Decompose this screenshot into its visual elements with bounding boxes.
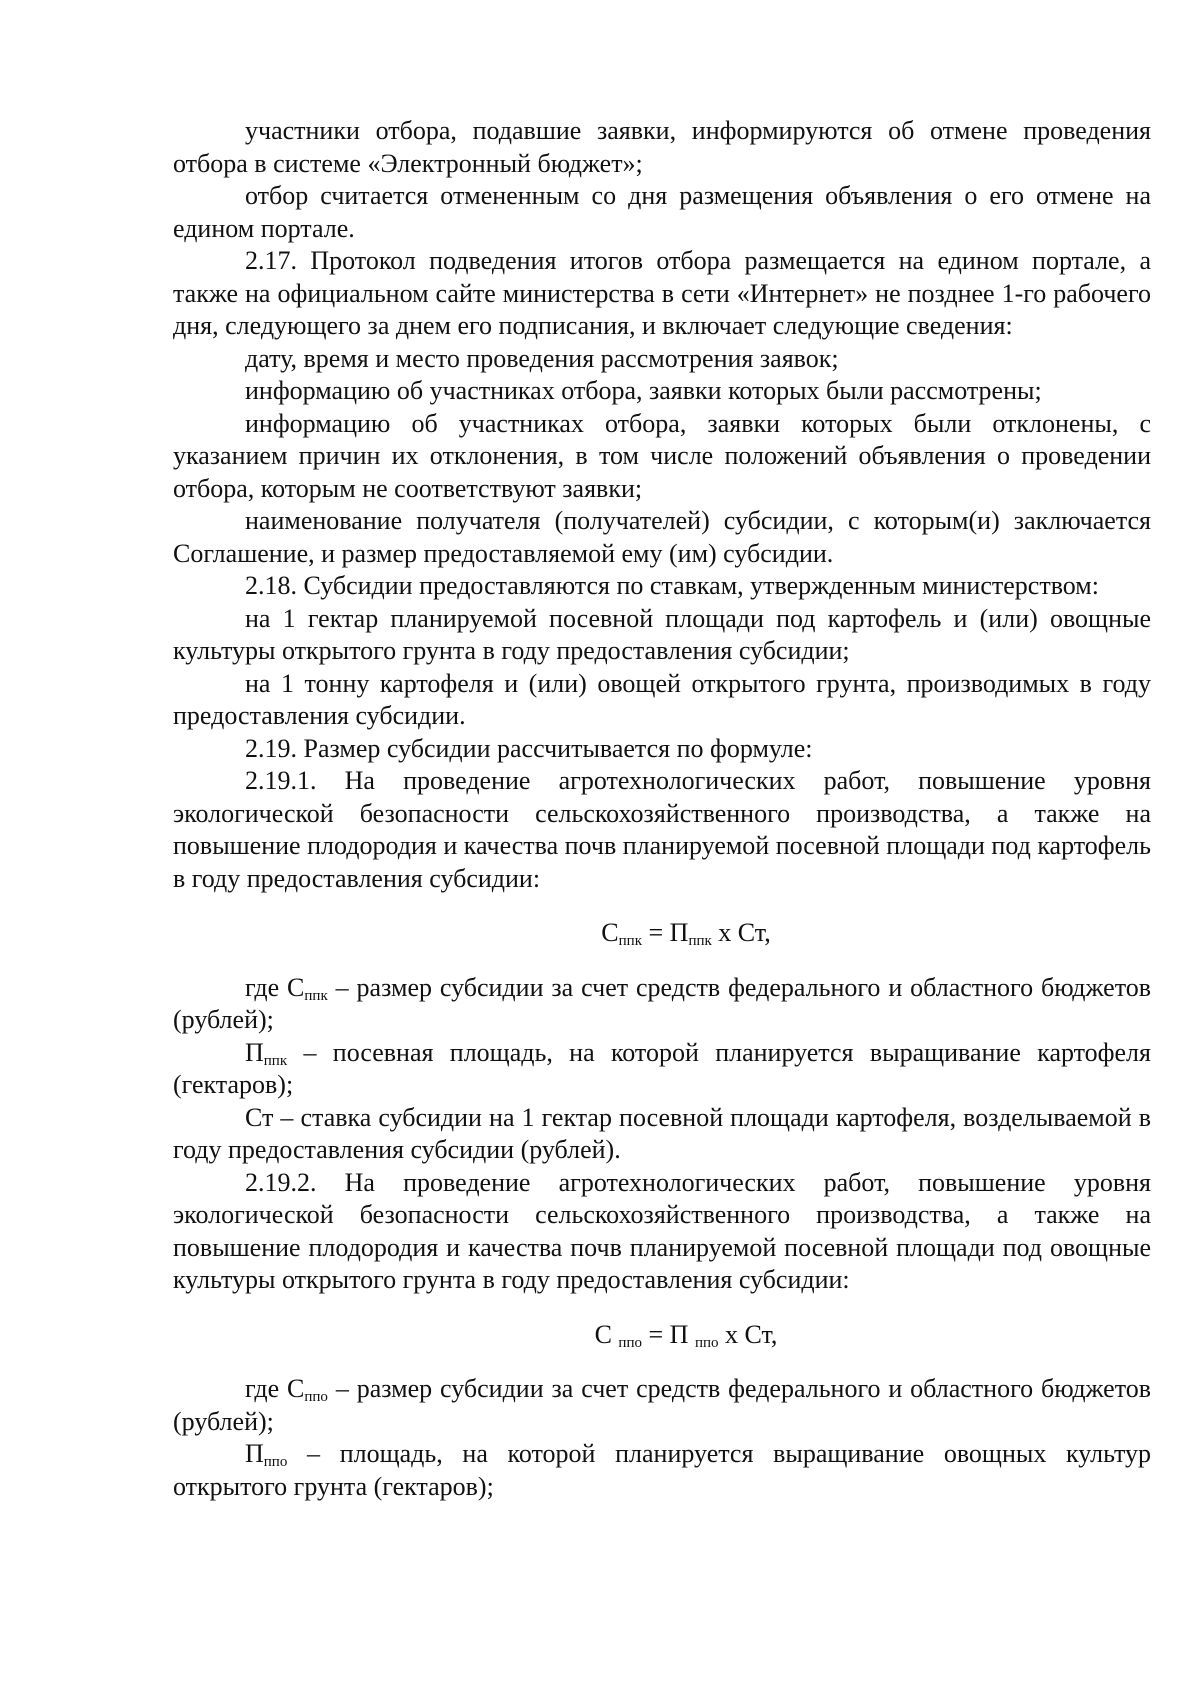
text-fragment: – размер субсидии за счет средств федерального и областного бюджетов (рублей); — [173, 1374, 1152, 1436]
paragraph: 2.17. Протокол подведения итогов отбора размещается на едином портале, а также на официальном сайте министерства в сети «Интернет» не позднее 1-го рабочего дня, следующего за днем его подписания, и включает следующие сведения: — [173, 246, 1151, 340]
paragraph — [173, 1438, 1151, 1503]
document-body — [173, 115, 1151, 1503]
text-fragment: – размер субсидии за счет средств федерального и областного бюджетов (рублей); — [173, 972, 1151, 1034]
paragraph: Ст – ставка субсидии на 1 гектар посевной площади картофеля, возделываемой в году предоставления субсидии (рублей). — [173, 1102, 1151, 1164]
paragraph: информацию об участниках отбора, заявки которых были рассмотрены; — [245, 376, 1042, 405]
paragraph: 2.18. Субсидии предоставляются по ставкам, утвержденным министерством: — [245, 571, 1099, 600]
subscript: ппк — [304, 987, 328, 1004]
paragraph: 2.19.2. На проведение агротехнологических работ, повышение уровня экологической безопасности сельскохозяйственного производства, а также на повышение плодородия и качества почв планируемой посевной площади под овощные культуры открытого грунта в году предоставления субсидии: — [173, 1167, 1151, 1294]
text-fragment: – площадь, на которой планируется выращивание овощных культур открытого грунта (гектаров); — [173, 1439, 1151, 1501]
formula-ppk — [173, 917, 1151, 950]
formula-subscript: ппк — [688, 933, 712, 949]
paragraph — [173, 972, 1151, 1037]
paragraph: на 1 тонну картофеля и (или) овощей открытого грунта, производимых в году предоставления субсидии. — [173, 668, 1151, 730]
formula-subscript: ппо — [694, 1334, 719, 1351]
paragraph — [173, 1373, 1151, 1438]
paragraph: отбор считается отмененным со дня размещения объявления о его отмене на едином портале. — [173, 181, 1151, 243]
paragraph: наименование получателя (получателей) субсидии, с которым(и) заключается Соглашение, и размер предоставляемой ему (им) субсидии. — [173, 506, 1151, 568]
paragraph: информацию об участниках отбора, заявки которых были отклонены, с указанием причин их отклонения, в том числе положений объявления о проведении отбора, которым не соответствуют заявки; — [173, 408, 1151, 503]
text-fragment: где С — [245, 1374, 305, 1403]
paragraph: на 1 гектар планируемой посевной площади под картофель и (или) овощные культуры открытого грунта в году предоставления субсидии; — [173, 603, 1151, 665]
formula-subscript: ппо — [618, 1334, 642, 1351]
formula-rest: х Ст, — [711, 918, 771, 947]
text-fragment: П — [245, 1439, 264, 1468]
subscript: ппо — [263, 1454, 288, 1470]
formula-rest: х Ст, — [718, 1319, 778, 1349]
paragraph: дату, время и место проведения рассмотрения заявок; — [245, 343, 839, 373]
subscript: ппо — [304, 1389, 328, 1405]
text-fragment: – посевная площадь, на которой планируется выращивание картофеля (гектаров); — [173, 1037, 1151, 1099]
formula-eq: = П — [641, 918, 689, 947]
text-fragment: П — [245, 1037, 264, 1067]
formula-subscript: ппк — [618, 933, 642, 949]
paragraph: 2.19. Размер субсидии рассчитывается по формуле: — [245, 733, 813, 763]
paragraph: 2.19.1. На проведение агротехнологических работ, повышение уровня экологической безопасности сельскохозяйственного производства, а также на повышение плодородия и качества почв планируемой посевной площади под картофель в году предоставления субсидии: — [173, 766, 1151, 893]
paragraph: участники отбора, подавшие заявки, информируются об отмене проведения отбора в системе «Электронный бюджет»; — [173, 116, 1151, 178]
text-fragment: где С — [245, 972, 305, 1002]
formula-eq: = П — [641, 1319, 695, 1349]
formula-ppo — [173, 1319, 1151, 1352]
formula-lhs: С — [601, 918, 619, 947]
paragraph — [173, 1037, 1151, 1102]
subscript: ппк — [263, 1052, 288, 1069]
formula-lhs: С — [594, 1319, 619, 1349]
